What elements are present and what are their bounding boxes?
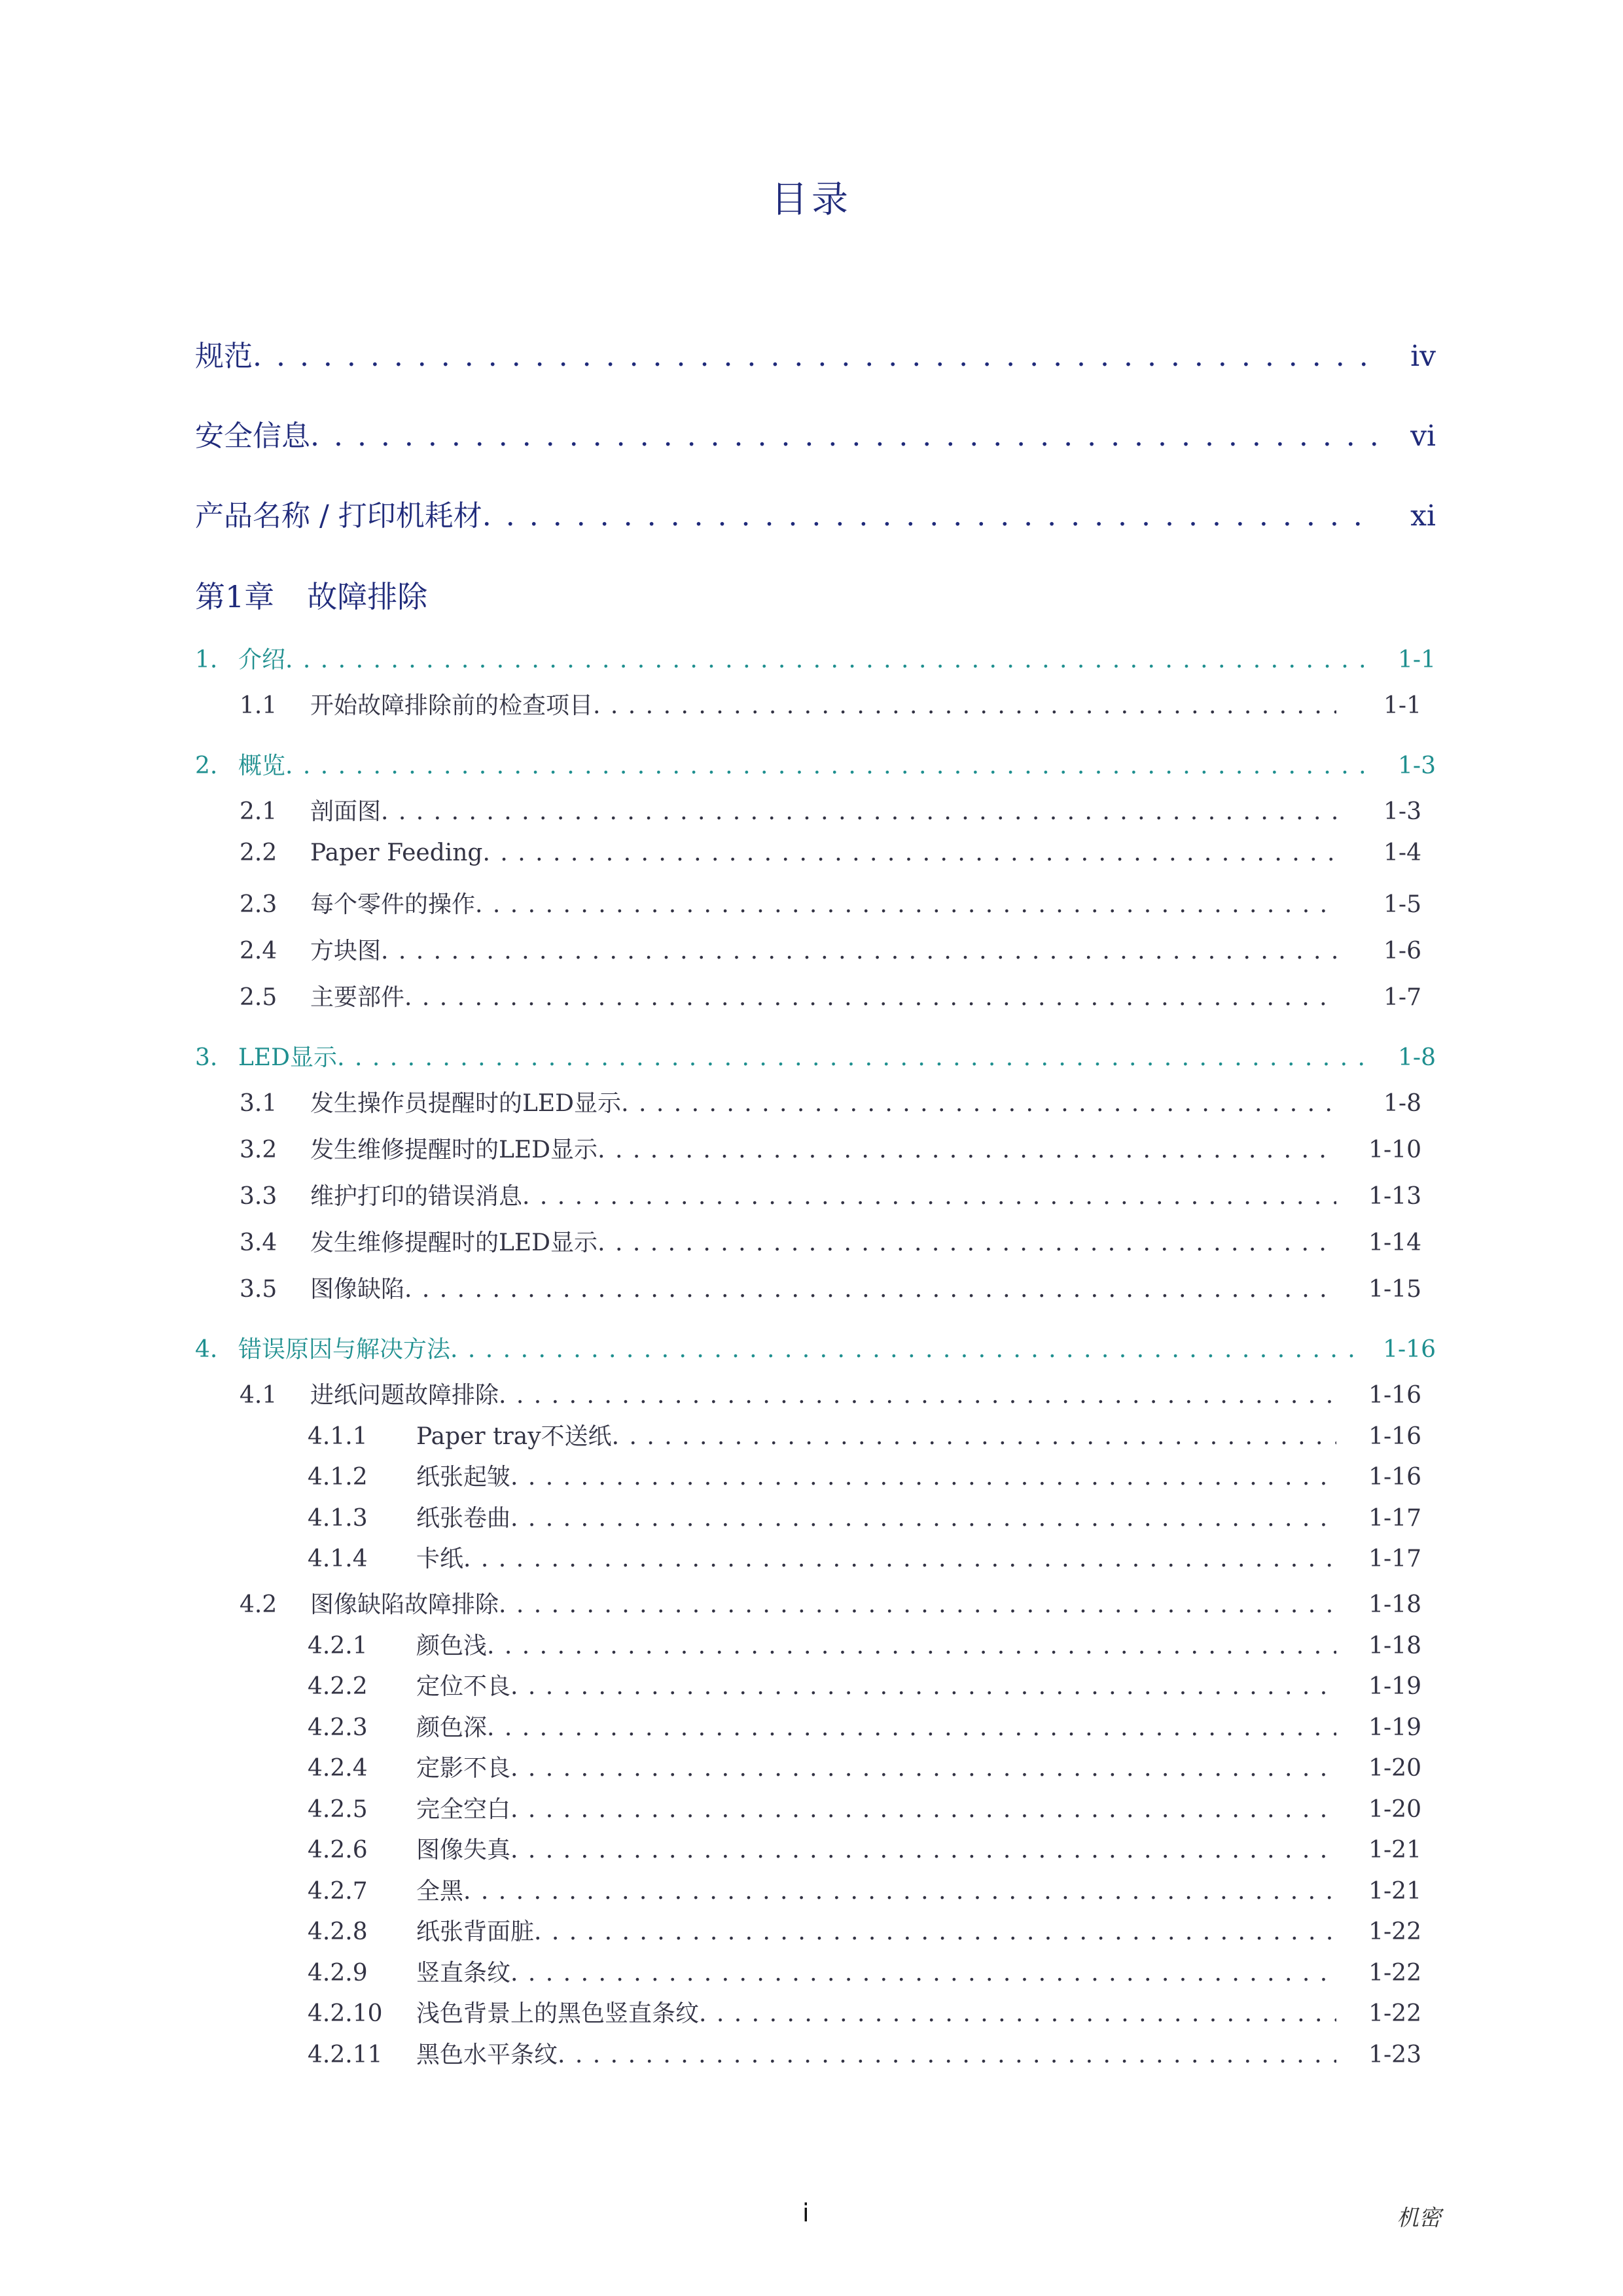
toc-leader-dots — [499, 1591, 1336, 1618]
toc-leader-dots — [463, 1545, 1336, 1572]
toc-section[interactable] — [195, 1039, 1436, 1072]
toc-number: 3.4 — [240, 1229, 277, 1256]
toc-subsection[interactable] — [240, 687, 1421, 720]
toc-leader-dots — [510, 1837, 1336, 1863]
toc-label: 进纸问题故障排除 — [310, 1382, 499, 1409]
toc-subsubsection[interactable] — [308, 1540, 1421, 1574]
toc-label: 颜色深 — [416, 1714, 488, 1741]
toc-subsection[interactable] — [240, 886, 1421, 919]
toc-leader-dots — [487, 1714, 1336, 1741]
toc-page: 1-17 — [1368, 1505, 1421, 1532]
toc-subsection[interactable] — [240, 839, 1421, 866]
toc-number: 4.1.1 — [308, 1423, 368, 1450]
toc-number: 4.1 — [240, 1382, 277, 1409]
toc-label: 颜色浅 — [416, 1633, 488, 1659]
toc-subsubsection[interactable] — [308, 1750, 1421, 1783]
toc-subsubsection[interactable] — [308, 1627, 1421, 1661]
toc-label: 图像缺陷 — [310, 1276, 405, 1303]
toc-subsubsection[interactable] — [308, 1831, 1421, 1865]
toc-number: 4.2.9 — [308, 1960, 368, 1987]
toc-label: 发生维修提醒时的LED显示 — [310, 1137, 598, 1163]
toc-page: 1-16 — [1383, 1336, 1436, 1363]
toc-subsubsection[interactable] — [308, 1418, 1421, 1451]
toc-subsection[interactable] — [240, 1271, 1421, 1304]
toc-label: 浅色背景上的黑色竖直条纹 — [416, 2000, 700, 2027]
toc-page: 1-8 — [1398, 1044, 1436, 1071]
toc-label: 开始故障排除前的检查项目 — [310, 692, 594, 719]
toc-number: 2.1 — [240, 798, 277, 825]
toc-label: Paper tray不送纸 — [416, 1423, 612, 1450]
toc-label: 规范 — [195, 340, 253, 373]
toc-number: 4.2.6 — [308, 1837, 368, 1863]
toc-number: 4.1.3 — [308, 1505, 368, 1532]
toc-subsection[interactable] — [240, 979, 1421, 1012]
toc-label: 概览 — [238, 752, 286, 779]
toc-page: 1-22 — [1368, 1918, 1421, 1945]
toc-number: 4.2.7 — [308, 1878, 368, 1905]
toc-label: 全黑 — [416, 1878, 464, 1905]
toc-page: 1-19 — [1368, 1714, 1421, 1741]
toc-page: xi — [1410, 499, 1436, 533]
toc-subsubsection[interactable] — [308, 1458, 1421, 1492]
toc-subsection[interactable] — [240, 1131, 1421, 1165]
toc-leader-dots — [534, 1918, 1336, 1945]
toc-page: 1-23 — [1368, 2041, 1421, 2068]
toc-subsubsection[interactable] — [308, 1995, 1421, 2028]
toc-number: 3.5 — [240, 1276, 277, 1303]
toc-page: 1-21 — [1368, 1837, 1421, 1863]
toc-page: 1-20 — [1368, 1796, 1421, 1823]
toc-label: 图像失真 — [416, 1837, 511, 1863]
toc-leader-dots — [381, 798, 1336, 825]
toc-leader-dots — [285, 646, 1364, 673]
toc-label: 定位不良 — [416, 1673, 511, 1700]
toc-leader-dots — [404, 984, 1336, 1011]
toc-label: LED显示 — [238, 1044, 338, 1071]
toc-leader-dots — [337, 1044, 1364, 1071]
toc-label: 主要部件 — [310, 984, 405, 1011]
toc-subsection[interactable] — [240, 1085, 1421, 1118]
toc-label: 方块图 — [310, 938, 382, 964]
chapter-heading — [195, 573, 427, 616]
toc-page: 1-13 — [1368, 1183, 1421, 1210]
toc-number: 2.4 — [240, 938, 277, 964]
toc-number: 3.2 — [240, 1137, 277, 1163]
toc-page: vi — [1410, 419, 1436, 453]
toc-number: 4.2.1 — [308, 1633, 368, 1659]
toc-subsubsection[interactable] — [308, 2036, 1421, 2070]
toc-label: 发生维修提醒时的LED显示 — [310, 1229, 598, 1256]
toc-leader-dots — [463, 1878, 1336, 1905]
toc-leader-dots — [253, 340, 1377, 373]
page-title: 目录 — [771, 179, 852, 221]
toc-number: 4.2.4 — [308, 1755, 368, 1782]
toc-label: 卡纸 — [416, 1545, 464, 1572]
toc-subsection[interactable] — [240, 932, 1421, 966]
toc-page: 1-3 — [1383, 798, 1421, 825]
toc-label: 产品名称 / 打印机耗材 — [195, 499, 482, 533]
toc-page: 1-14 — [1368, 1229, 1421, 1256]
toc-leader-dots — [475, 891, 1336, 918]
toc-number: 3.1 — [240, 1090, 277, 1117]
toc-page: 1-22 — [1368, 2000, 1421, 2027]
toc-label: 错误原因与解决方法 — [238, 1336, 451, 1363]
footer-confidential: 机密 — [1397, 2205, 1441, 2231]
toc-leader-dots — [597, 1137, 1336, 1163]
toc-label: 纸张背面脏 — [416, 1918, 535, 1945]
toc-number: 4.1.2 — [308, 1464, 368, 1491]
toc-page: 1-22 — [1368, 1960, 1421, 1987]
toc-page: 1-8 — [1383, 1090, 1421, 1117]
toc-number: 4.2.2 — [308, 1673, 368, 1700]
toc-subsubsection[interactable] — [308, 1954, 1421, 1988]
toc-leader-dots — [482, 839, 1336, 866]
toc-page: 1-15 — [1368, 1276, 1421, 1303]
toc-page: 1-3 — [1398, 752, 1436, 779]
toc-subsection[interactable] — [240, 793, 1421, 826]
toc-number: 4.2.8 — [308, 1918, 368, 1945]
toc-leader-dots — [450, 1336, 1364, 1363]
toc-number: 1.1 — [240, 692, 277, 719]
toc-number: 3.3 — [240, 1183, 277, 1210]
toc-entry[interactable] — [195, 332, 1436, 374]
toc-number: 4.2.10 — [308, 2000, 383, 2027]
toc-leader-dots — [510, 1464, 1336, 1491]
toc-leader-dots — [381, 938, 1336, 964]
toc-number: 4.1.4 — [308, 1545, 368, 1572]
toc-page: 1-19 — [1368, 1673, 1421, 1700]
toc-number: 4. — [195, 1336, 218, 1363]
toc-number: 1. — [195, 646, 218, 673]
toc-page: iv — [1410, 340, 1436, 373]
toc-leader-dots — [621, 1090, 1336, 1117]
toc-number: 4.2.3 — [308, 1714, 368, 1741]
toc-number: 4.2.5 — [308, 1796, 368, 1823]
toc-subsubsection[interactable] — [308, 1791, 1421, 1824]
toc-page: 1-21 — [1368, 1878, 1421, 1905]
toc-subsubsection[interactable] — [308, 1913, 1421, 1947]
toc-number: 2. — [195, 752, 218, 779]
toc-page: 1-1 — [1383, 692, 1421, 719]
toc-leader-dots — [597, 1229, 1336, 1256]
toc-label: 纸张卷曲 — [416, 1505, 511, 1532]
toc-page: 1-18 — [1368, 1591, 1421, 1618]
toc-page: 1-7 — [1383, 984, 1421, 1011]
toc-label: 介绍 — [238, 646, 286, 673]
toc-label: 安全信息 — [195, 419, 310, 453]
chapter-number: 第1章 — [195, 579, 275, 614]
toc-page: 1-18 — [1368, 1633, 1421, 1659]
toc-number: 2.5 — [240, 984, 277, 1011]
toc-number: 4.2 — [240, 1591, 277, 1618]
toc-leader-dots — [510, 1755, 1336, 1782]
toc-page: 1-10 — [1368, 1137, 1421, 1163]
toc-leader-dots — [499, 1382, 1336, 1409]
toc-page: 1-6 — [1383, 938, 1421, 964]
toc-subsubsection[interactable] — [308, 1668, 1421, 1701]
toc-label: 维护打印的错误消息 — [310, 1183, 523, 1210]
toc-page: 1-17 — [1368, 1545, 1421, 1572]
toc-subsection[interactable] — [240, 1377, 1421, 1410]
toc-leader-dots — [699, 2000, 1336, 2027]
toc-entry[interactable] — [195, 412, 1436, 454]
toc-leader-dots — [487, 1633, 1336, 1659]
toc-section[interactable] — [195, 641, 1436, 675]
toc-subsubsection[interactable] — [308, 1500, 1421, 1533]
chapter-title: 故障排除 — [307, 579, 428, 614]
toc-subsection[interactable] — [240, 1586, 1421, 1619]
toc-label: 黑色水平条纹 — [416, 2041, 558, 2068]
toc-label: 发生操作员提醒时的LED显示 — [310, 1090, 622, 1117]
toc-label: Paper Feeding — [310, 839, 483, 866]
toc-number: 3. — [195, 1044, 218, 1071]
toc-label: 每个零件的操作 — [310, 891, 476, 918]
toc-page: 1-20 — [1368, 1755, 1421, 1782]
toc-number: 2.2 — [240, 839, 277, 866]
toc-label: 图像缺陷故障排除 — [310, 1591, 499, 1618]
toc-leader-dots — [510, 1505, 1336, 1532]
toc-leader-dots — [510, 1960, 1336, 1987]
toc-entry[interactable] — [195, 492, 1436, 534]
toc-page: 1-16 — [1368, 1464, 1421, 1491]
toc-label: 剖面图 — [310, 798, 382, 825]
toc-page: 1-5 — [1383, 891, 1421, 918]
toc-leader-dots — [285, 752, 1364, 779]
toc-subsubsection[interactable] — [308, 1709, 1421, 1742]
toc-page: 1-1 — [1398, 646, 1436, 673]
footer-page-number: i — [802, 2199, 810, 2227]
toc-label: 定影不良 — [416, 1755, 511, 1782]
toc-leader-dots — [510, 1673, 1336, 1700]
toc-leader-dots — [522, 1183, 1336, 1210]
toc-number: 4.2.11 — [308, 2041, 383, 2068]
toc-leader-dots — [404, 1276, 1336, 1303]
toc-label: 完全空白 — [416, 1796, 511, 1823]
toc-leader-dots — [612, 1423, 1336, 1450]
toc-section[interactable] — [195, 1331, 1436, 1364]
toc-leader-dots — [510, 1796, 1336, 1823]
toc-section[interactable] — [195, 747, 1436, 781]
toc-subsection[interactable] — [240, 1178, 1421, 1211]
toc-label: 纸张起皱 — [416, 1464, 511, 1491]
toc-subsubsection[interactable] — [308, 1873, 1421, 1906]
toc-number: 2.3 — [240, 891, 277, 918]
toc-subsection[interactable] — [240, 1224, 1421, 1258]
toc-label: 竖直条纹 — [416, 1960, 511, 1987]
toc-leader-dots — [310, 419, 1377, 453]
toc-leader-dots — [558, 2041, 1336, 2068]
toc-page: 1-4 — [1383, 839, 1421, 866]
toc-page: 1-16 — [1368, 1382, 1421, 1409]
toc-page: 1-16 — [1368, 1423, 1421, 1450]
toc-leader-dots — [482, 499, 1377, 533]
toc-leader-dots — [593, 692, 1336, 719]
